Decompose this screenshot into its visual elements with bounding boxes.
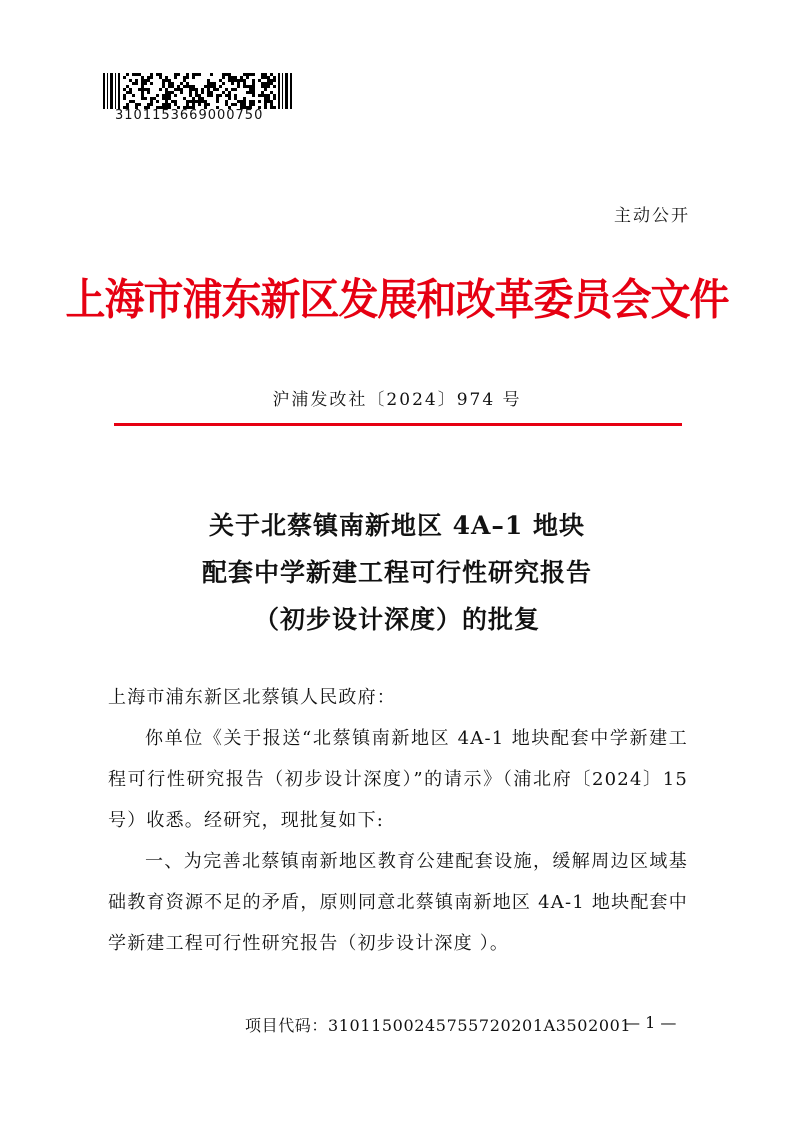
addressee: 上海市浦东新区北蔡镇人民政府： [108, 687, 396, 708]
document-body [108, 677, 688, 964]
project-code: 项目代码：31011500245755720201A3502001 [245, 1016, 632, 1035]
barcode-number: 3101153669000750 [115, 108, 264, 123]
barcode [103, 73, 293, 109]
paragraph-2: 一、为完善北蔡镇南新地区教育公建配套设施，缓解周边区域基础教育资源不足的矛盾，原则同意北蔡镇南新地区 4A-1 地块配套中学新建工程可行性研究报告（初步设计深度 ）。 [108, 851, 688, 954]
title-line-2: 配套中学新建工程可行性研究报告 [201, 558, 592, 587]
disclosure-label: 主动公开 [614, 206, 690, 226]
document-title [0, 502, 794, 643]
page-number: — 1 — [624, 1013, 677, 1032]
document-number: 沪浦发改社〔2024〕974 号 [272, 390, 522, 410]
red-divider [114, 423, 682, 426]
paragraph-1: 你单位《关于报送“北蔡镇南新地区 4A-1 地块配套中学新建工程可行性研究报告（初步设计深度）”的请示》（浦北府〔2024〕15 号）收悉。经研究，现批复如下: [108, 728, 688, 831]
issuing-authority-header: 上海市浦东新区发展和改革委员会文件 [65, 274, 729, 326]
title-line-1: 关于北蔡镇南新地区 4A–1 地块 [208, 511, 586, 540]
title-line-3: （初步设计深度）的批复 [253, 605, 540, 634]
